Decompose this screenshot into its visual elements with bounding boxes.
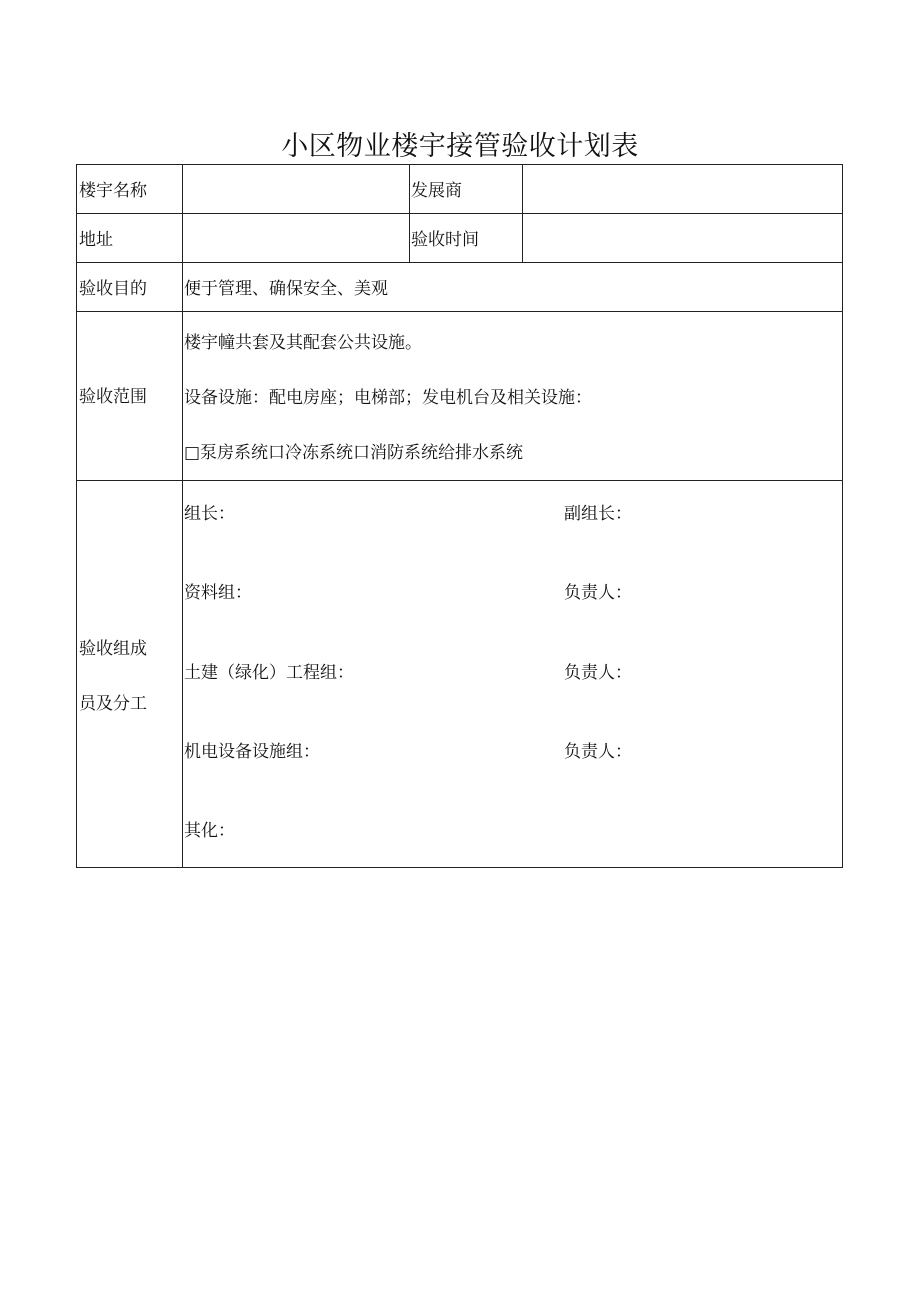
scope-label: 验收范围 bbox=[79, 387, 147, 407]
team-leader-label: 组长： bbox=[184, 504, 235, 524]
building-name-label: 楼宇名称 bbox=[79, 181, 147, 201]
row-divider bbox=[77, 213, 842, 214]
page-title: 小区物业楼宇接管验收计划表 bbox=[281, 131, 639, 162]
purpose-value: 便于管理、确保安全、美观 bbox=[184, 279, 388, 299]
scope-line: □泵房系统口冷冻系统口消防系统给排水系统 bbox=[184, 443, 524, 463]
row-divider bbox=[77, 311, 842, 312]
acceptance-time-label: 验收时间 bbox=[411, 230, 479, 250]
scope-line: 设备设施：配电房座；电梯部；发电机台及相关设施： bbox=[184, 388, 592, 408]
purpose-label: 验收目的 bbox=[79, 279, 147, 299]
documents-person-in-charge-label: 负责人： bbox=[564, 583, 632, 603]
address-value[interactable] bbox=[185, 230, 405, 250]
team-label-line2: 员及分工 bbox=[79, 694, 147, 714]
scope-line: 楼宇幢共套及其配套公共设施。 bbox=[184, 333, 422, 353]
mep-group-label: 机电设备设施组： bbox=[184, 742, 320, 762]
documents-group-label: 资料组： bbox=[184, 583, 252, 603]
row-divider bbox=[77, 262, 842, 263]
column-divider bbox=[182, 165, 183, 867]
column-divider bbox=[409, 165, 410, 262]
civil-group-label: 土建（绿化）工程组： bbox=[184, 663, 354, 683]
row-divider bbox=[77, 480, 842, 481]
other-label: 其化： bbox=[184, 821, 235, 841]
acceptance-time-value[interactable] bbox=[525, 230, 837, 250]
team-label-line1: 验收组成 bbox=[79, 639, 147, 659]
developer-label: 发展商 bbox=[411, 181, 462, 201]
team-deputy-leader-label: 副组长： bbox=[564, 504, 632, 524]
building-name-value[interactable] bbox=[185, 181, 405, 201]
column-divider bbox=[522, 165, 523, 262]
mep-person-in-charge-label: 负责人： bbox=[564, 742, 632, 762]
acceptance-plan-table bbox=[76, 164, 843, 868]
developer-value[interactable] bbox=[525, 181, 837, 201]
civil-person-in-charge-label: 负责人： bbox=[564, 663, 632, 683]
address-label: 地址 bbox=[79, 230, 113, 250]
